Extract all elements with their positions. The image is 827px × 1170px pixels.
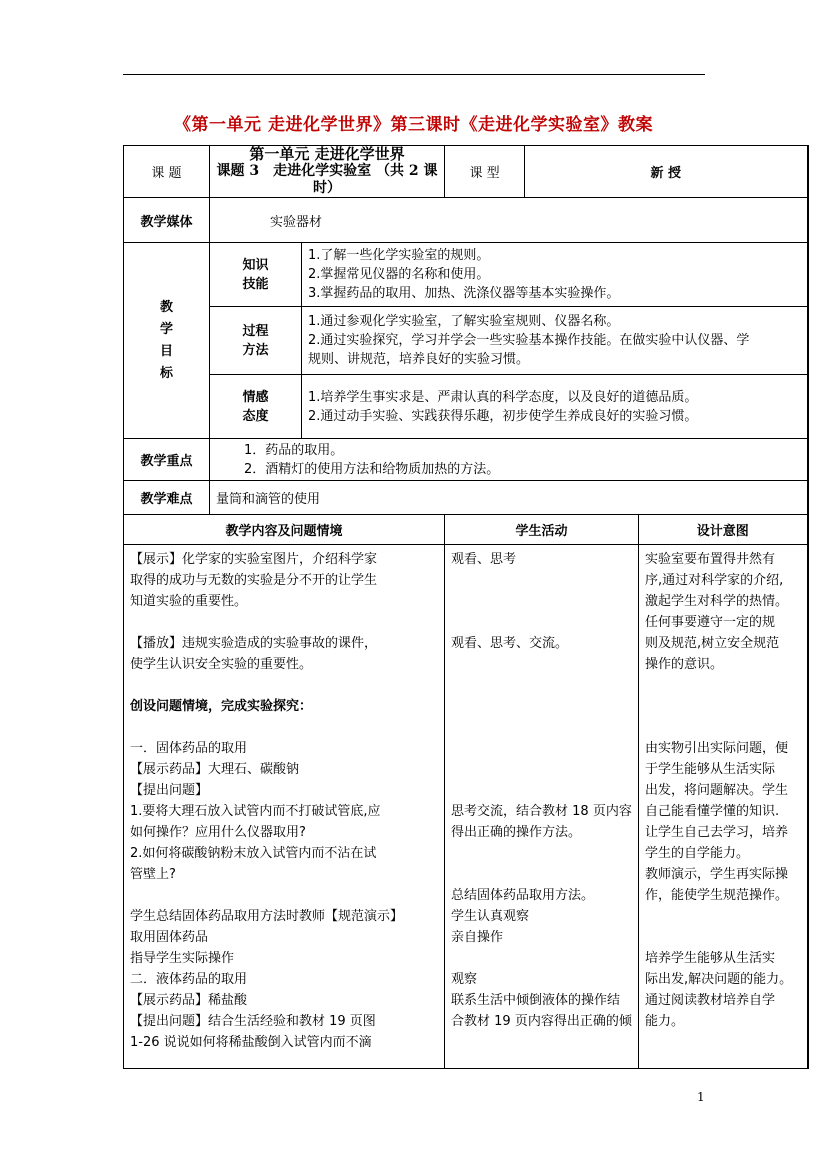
goals-label-cell — [124, 243, 210, 439]
intent-line: 序,通过对科学家的介绍, — [645, 573, 784, 588]
goal-items-cell — [302, 307, 808, 375]
goal-label-line: 知识 — [242, 257, 269, 273]
content-heading: 创设问题情境，完成实验探究： — [130, 699, 313, 714]
goal-label-line: 技能 — [242, 276, 269, 292]
topic-line-2: 课题 3 走进化学实验室 （共 2 课时） — [216, 163, 438, 196]
goal-label-cell — [210, 375, 302, 439]
intent-line: 培养学生能够从生活实 — [645, 951, 776, 966]
intent-line: 于学生能够从生活实际 — [645, 762, 776, 777]
topic-line-1: 第一单元 走进化学世界 — [249, 145, 405, 163]
intent-line: 操作的意识。 — [645, 657, 724, 672]
content-line: 1-26 说说如何将稀盐酸倒入试管内而不滴 — [130, 1035, 372, 1050]
content-line: 管壁上? — [130, 867, 176, 882]
activity-line: 亲自操作 — [451, 930, 504, 945]
topic-value-cell — [210, 146, 445, 198]
content-line: 1.要将大理石放入试管内而不打破试管底,应 — [130, 804, 381, 819]
goal-row-knowledge — [124, 243, 808, 307]
goal-label-line: 方法 — [242, 342, 269, 358]
content-line: 【提出问题】 — [130, 783, 209, 798]
type-value-cell — [525, 146, 808, 198]
goal-label-line: 情感 — [242, 389, 269, 405]
difficulties-label-cell — [124, 481, 210, 515]
goals-label-char: 学 — [159, 321, 173, 337]
goal-item: 1.通过参观化学实验室，了解实验室规则、仪器名称。 — [308, 314, 620, 329]
intent-line: 任何事要遵守一定的规 — [645, 615, 776, 630]
media-label-cell — [124, 198, 210, 243]
goal-items-cell — [302, 243, 808, 307]
activity-line: 观看、思考 — [451, 552, 517, 567]
goal-item: 1.培养学生事实求是、严肃认真的科学态度，以及良好的道德品质。 — [308, 389, 698, 405]
column-header-label: 教学内容及问题情境 — [225, 524, 343, 539]
content-line: 取得的成功与无数的实验是分不开的让学生 — [130, 573, 378, 588]
type-value: 新 授 — [650, 166, 682, 181]
key-point-item: 2．酒精灯的使用方法和给物质加热的方法。 — [244, 461, 500, 477]
activity-line: 合教材 19 页内容得出正确的倾 — [451, 1014, 632, 1029]
goal-item: 2.通过动手实验、实践获得乐趣，初步使学生养成良好的实验习惯。 — [308, 408, 698, 424]
intent-line: 则及规范,树立安全规范 — [645, 636, 780, 651]
content-line: 使学生认识安全实验的重要性。 — [130, 657, 313, 672]
content-line: 2.如何将碳酸钠粉末放入试管内而不沾在试 — [130, 846, 377, 861]
intent-line: 教师演示，学生再实际操 — [645, 867, 789, 882]
activity-line: 思考交流，结合教材 18 页内容 — [451, 804, 632, 819]
topic-label: 课 题 — [151, 166, 182, 181]
intent-line: 实验室要布置得井然有 — [645, 552, 776, 567]
intent-line: 作，能使学生规范操作。 — [645, 888, 789, 903]
goal-row-process — [124, 307, 808, 375]
key-points-label-cell — [124, 439, 210, 481]
goal-item: 3.掌握药品的取用、加热、洗涤仪器等基本实验操作。 — [308, 286, 620, 301]
intent-line: 由实物引出实际问题，便 — [645, 741, 789, 756]
activity-block — [445, 545, 638, 1032]
goals-label-char: 教 — [159, 299, 173, 315]
content-line: 取用固体药品 — [130, 930, 209, 945]
media-label: 教学媒体 — [140, 214, 193, 230]
activity-line: 观看、思考、交流。 — [451, 636, 569, 651]
goal-items-cell — [302, 375, 808, 439]
column-header-label: 学生活动 — [515, 524, 568, 539]
content-line: 【展示药品】大理石、碳酸钠 — [130, 762, 300, 777]
intent-line: 学生的自学能力。 — [645, 846, 750, 861]
column-header-row — [124, 515, 808, 545]
intent-block — [639, 545, 807, 1032]
goal-row-attitude — [124, 375, 808, 439]
difficulties-cell — [210, 481, 808, 515]
content-line: 【展示药品】稀盐酸 — [130, 993, 248, 1008]
activity-cell — [445, 545, 639, 1069]
goal-item: 2.掌握常见仪器的名称和使用。 — [308, 267, 490, 282]
activity-line: 学生认真观察 — [451, 909, 530, 924]
media-row — [124, 198, 808, 243]
goal-label-line: 过程 — [242, 323, 269, 339]
content-line: 如何操作？应用什么仪器取用? — [130, 825, 306, 840]
header-rule — [123, 74, 705, 75]
topic-label-cell — [124, 146, 210, 198]
column-header-activity — [445, 515, 639, 545]
type-label-cell — [445, 146, 525, 198]
type-label: 课 型 — [469, 166, 500, 181]
media-value: 实验器材 — [270, 214, 323, 230]
column-header-content — [124, 515, 445, 545]
goal-item: 1.了解一些化学实验室的规则。 — [308, 248, 490, 263]
goals-label-char: 标 — [159, 365, 173, 381]
media-value-cell — [210, 198, 808, 243]
page-number: 1 — [697, 1090, 705, 1104]
content-line: 学生总结固体药品取用方法时教师【规范演示】 — [130, 909, 404, 924]
key-point-item: 1．药品的取用。 — [244, 442, 344, 458]
intent-line: 通过阅读教材培养自学 — [645, 993, 776, 1008]
content-line: 指导学生实际操作 — [130, 951, 235, 966]
goal-label-line: 态度 — [242, 408, 269, 424]
content-cell — [124, 545, 445, 1069]
activity-line: 得出正确的操作方法。 — [451, 825, 582, 840]
intent-line: 激起学生对科学的热情。 — [645, 594, 789, 609]
difficulties-label: 教学难点 — [140, 492, 193, 507]
goals-label-char: 目 — [159, 343, 173, 359]
content-line: 一．固体药品的取用 — [130, 741, 248, 756]
activity-line: 观察 — [451, 972, 478, 987]
column-header-intent — [639, 515, 808, 545]
content-line: 二．液体药品的取用 — [130, 972, 248, 987]
goal-label-cell — [210, 243, 302, 307]
topic-row — [124, 146, 808, 198]
intent-cell — [639, 545, 808, 1069]
document-title: 《第一单元 走进化学世界》第三课时《走进化学实验室》教案 — [174, 115, 653, 135]
column-header-label: 设计意图 — [696, 524, 749, 539]
difficulties-row — [124, 481, 808, 515]
intent-line: 际出发,解决问题的能力。 — [645, 972, 793, 987]
goal-label-cell — [210, 307, 302, 375]
activity-line: 总结固体药品取用方法。 — [451, 888, 595, 903]
content-block — [124, 545, 444, 1053]
lesson-body-row — [124, 545, 808, 1069]
content-line: 【播放】违规实验造成的实验事故的课件， — [130, 636, 378, 651]
activity-line: 联系生活中倾倒液体的操作结 — [451, 993, 621, 1008]
intent-line: 自己能看懂学懂的知识. — [645, 804, 780, 819]
content-line: 【提出问题】结合生活经验和教材 19 页图 — [130, 1014, 376, 1029]
content-line: 知道实验的重要性。 — [130, 594, 248, 609]
lesson-plan-table — [123, 145, 809, 1069]
goal-item: 2.通过实验探究，学习并学会一些实验基本操作技能。在做实验中认仪器、学 — [308, 333, 750, 348]
content-line: 【展示】化学家的实验室图片，介绍科学家 — [130, 552, 378, 567]
difficulties-value: 量筒和滴管的使用 — [216, 492, 321, 507]
intent-line: 能力。 — [645, 1014, 685, 1029]
intent-line: 让学生自己去学习，培养 — [645, 825, 789, 840]
goal-item: 规则、讲规范，培养良好的实验习惯。 — [308, 352, 530, 367]
key-points-label: 教学重点 — [140, 454, 193, 469]
key-points-row — [124, 439, 808, 481]
key-points-cell — [210, 439, 808, 481]
intent-line: 出发，将问题解决。学生 — [645, 783, 789, 798]
